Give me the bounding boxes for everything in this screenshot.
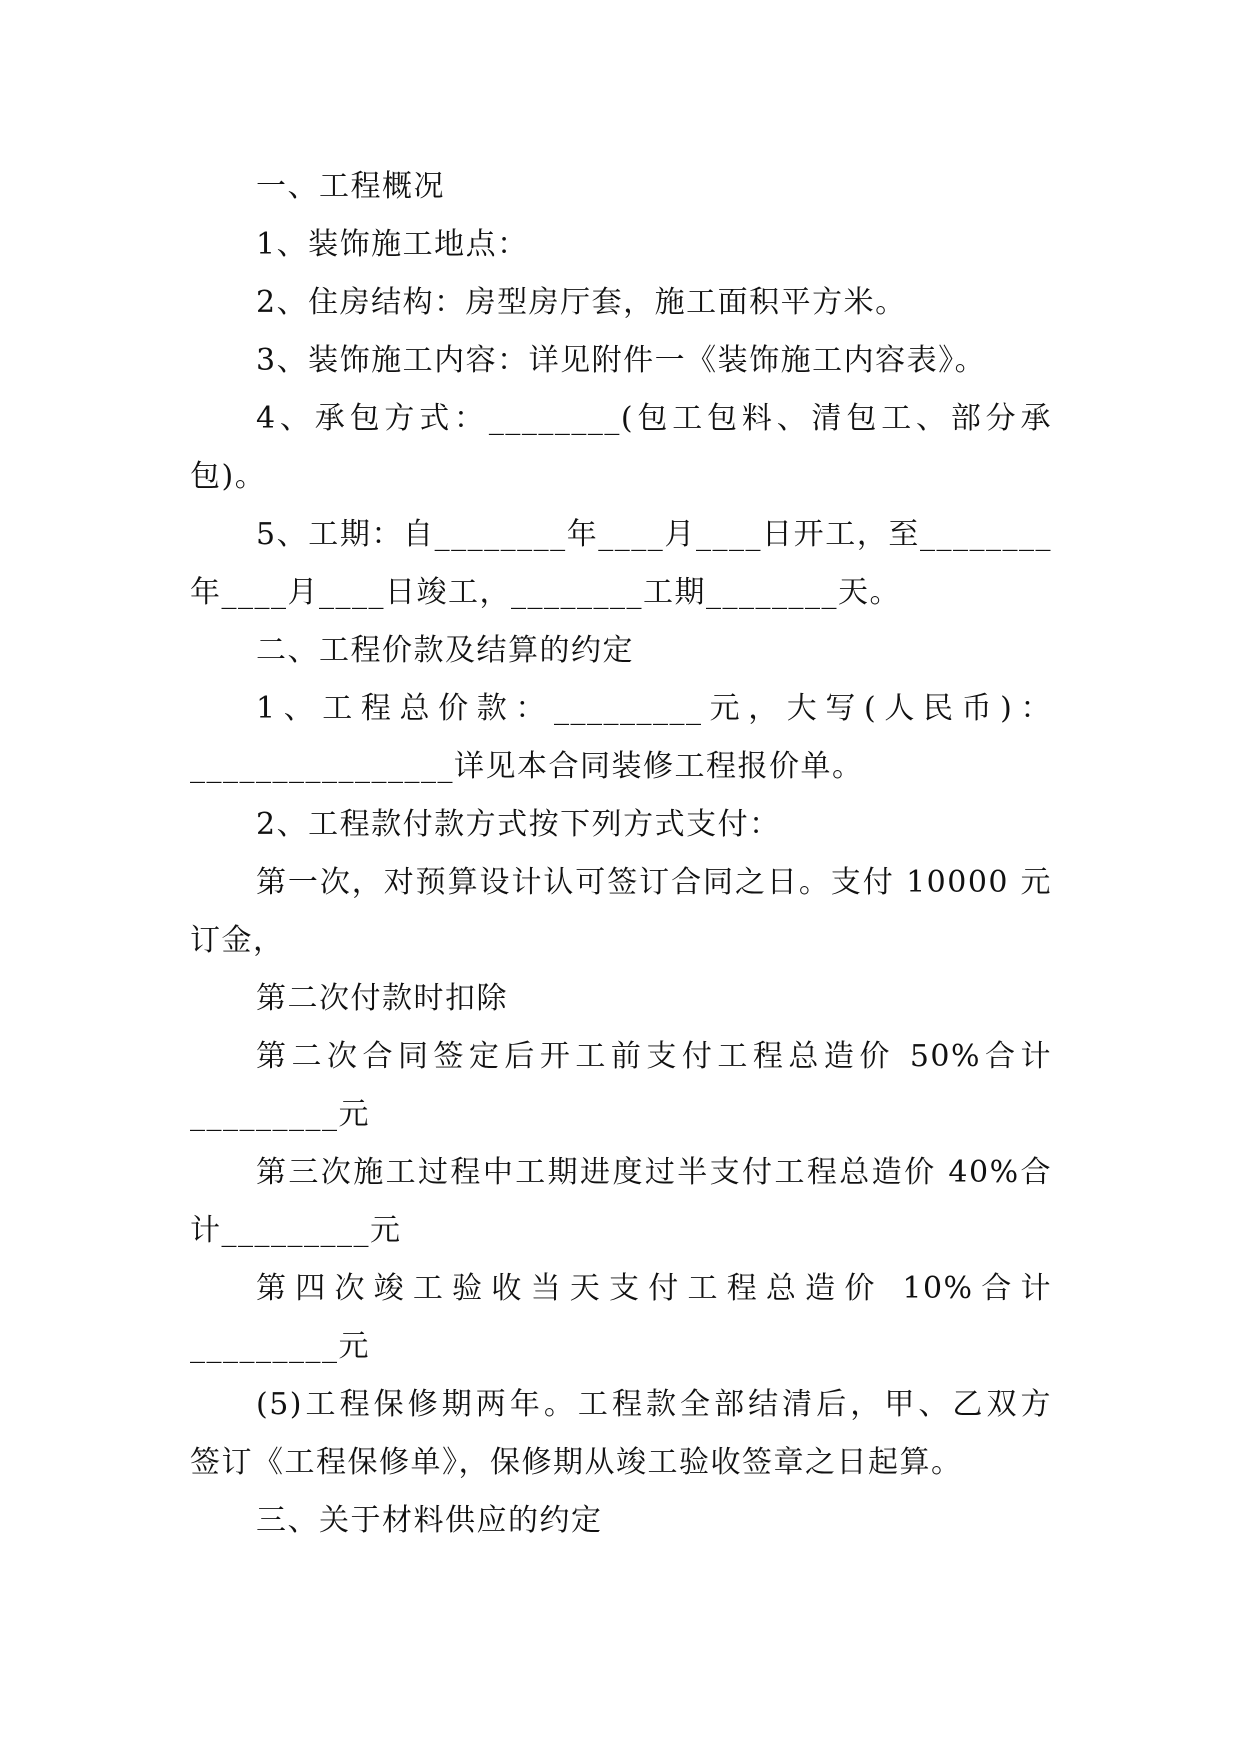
paragraph-line: 第四次竣工验收当天支付工程总造价 10%合计: [256, 1271, 1052, 1306]
paragraph-line: 3、装饰施工内容：详见附件一《装饰施工内容表》。: [256, 343, 987, 378]
paragraph-line: 年____月____日竣工，________工期________天。: [190, 575, 901, 610]
paragraph-line: 订金，: [190, 923, 285, 958]
paragraph-line: _________元: [190, 1329, 370, 1364]
section-heading-3: 三、关于材料供应的约定: [256, 1503, 603, 1538]
paragraph-line: 第二次合同签定后开工前支付工程总造价 50%合计: [256, 1039, 1052, 1074]
document-body: [190, 158, 1052, 1550]
paragraph-line: 2、住房结构：房型房厅套，施工面积平方米。: [256, 285, 907, 320]
paragraph-line: (5)工程保修期两年。工程款全部结清后，甲、乙双方: [256, 1387, 1052, 1422]
paragraph-line: _________元: [190, 1097, 370, 1132]
paragraph-line: 4、承包方式：________(包工包料、清包工、部分承: [256, 401, 1052, 436]
paragraph-line: 第三次施工过程中工期进度过半支付工程总造价 40%合: [256, 1155, 1052, 1190]
paragraph-line: 5、工期：自________年____月____日开工，至________: [256, 517, 1052, 552]
paragraph-line: 第二次付款时扣除: [256, 981, 508, 1016]
paragraph-line: 2、工程款付款方式按下列方式支付：: [256, 807, 781, 842]
paragraph-line: 签订《工程保修单》，保修期从竣工验收签章之日起算。: [190, 1445, 963, 1480]
paragraph-line: 1、装饰施工地点：: [256, 227, 529, 262]
paragraph-line: 第一次，对预算设计认可签订合同之日。支付 10000 元: [256, 865, 1052, 900]
paragraph-line: 包)。: [190, 459, 267, 494]
section-heading-2: 二、工程价款及结算的约定: [256, 633, 634, 668]
paragraph-line: 1、工程总价款：_________元，大写(人民币)：: [256, 691, 1052, 726]
paragraph-line: ________________详见本合同装修工程报价单。: [190, 749, 864, 784]
section-heading-1: 一、工程概况: [256, 169, 445, 204]
paragraph-line: 计_________元: [190, 1213, 402, 1248]
